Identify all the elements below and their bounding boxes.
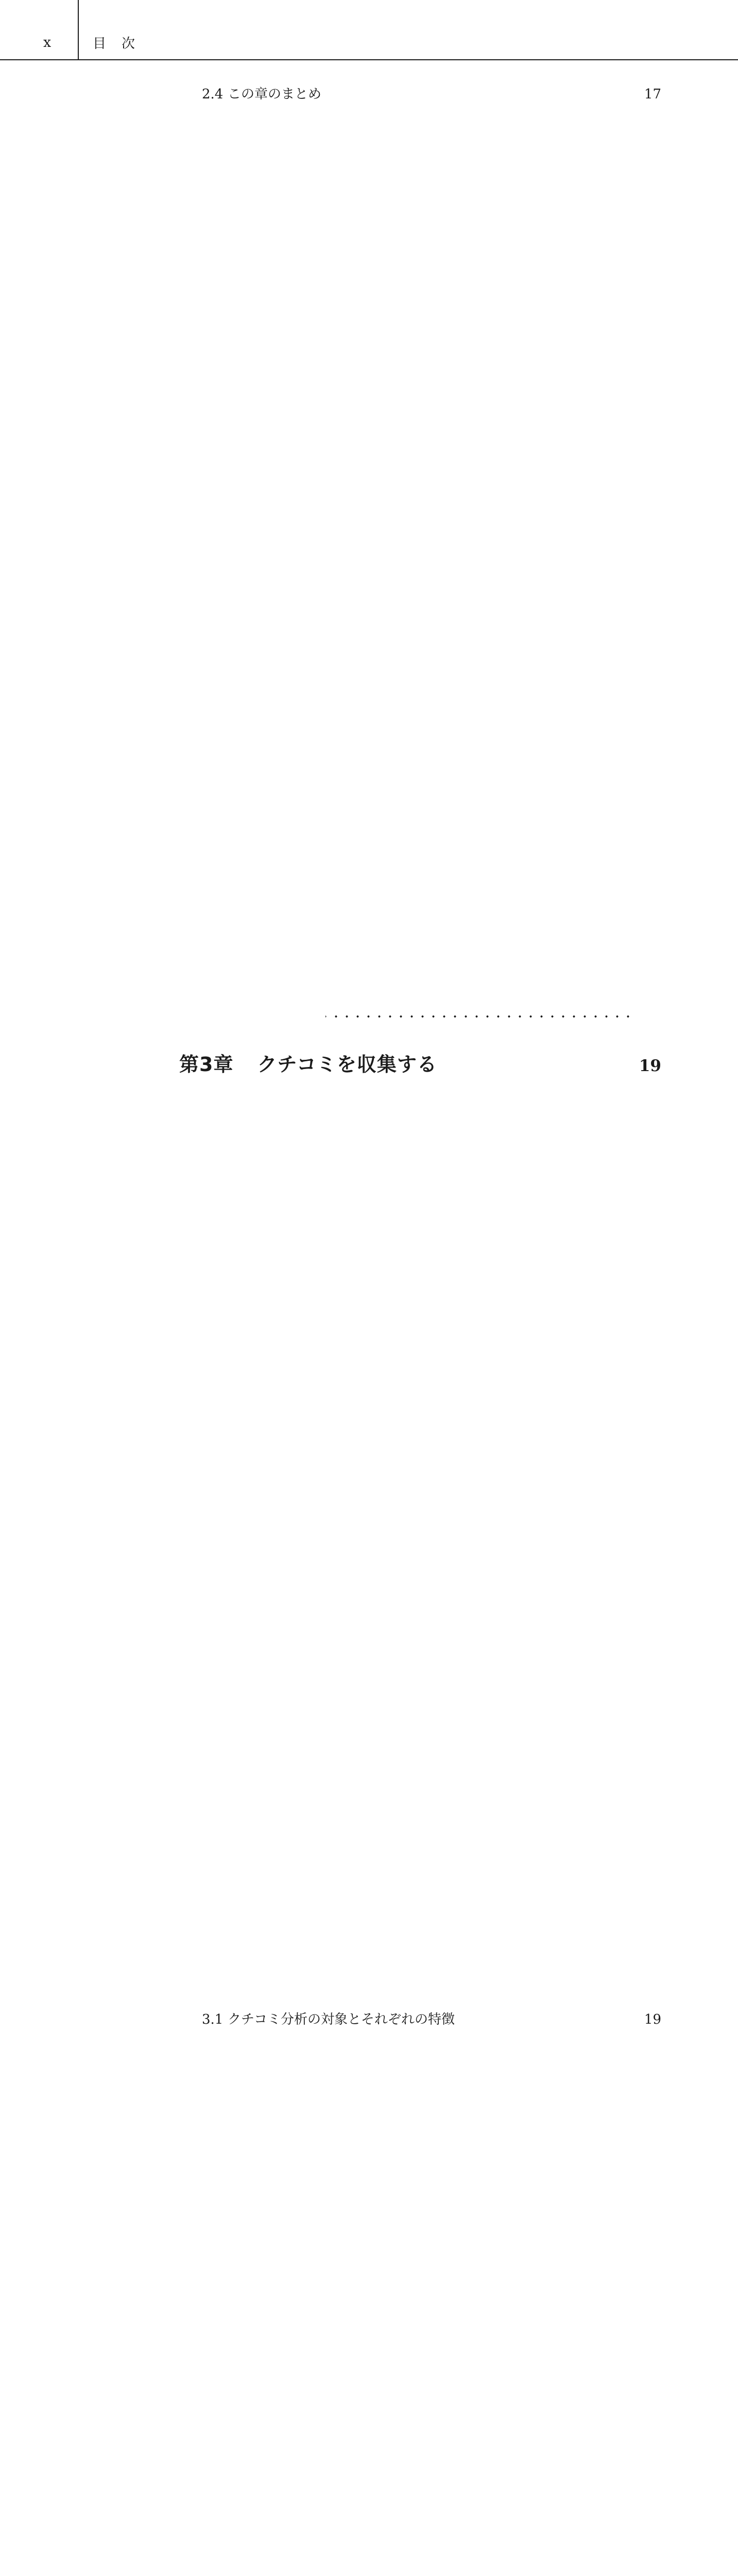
toc-list [179,60,661,2576]
dot-leader [325,1014,633,1019]
header-vertical-rule [78,0,79,60]
entry-page-number: 19 [639,1053,661,1994]
page-number-marker: x [43,35,52,50]
entry-number: 第3章 [179,1053,234,1076]
entry-page-number: 17 [639,83,661,1024]
entry-title: この章のまとめ [228,87,322,102]
entry-title: クチコミを収集する [257,1053,437,1076]
toc-chapter-第3章 [179,1051,661,1994]
entry-number: 2.4 [202,87,224,102]
header-title: 目 次 [93,36,136,52]
toc-entry-2.4 [179,83,661,1024]
toc-entry-3.1 [179,2008,661,2576]
entry-title: クチコミ分析の対象とそれぞれの特徴 [228,2012,455,2027]
entry-number: 3.1 [202,2012,224,2027]
entry-page-number: 19 [639,2008,661,2576]
